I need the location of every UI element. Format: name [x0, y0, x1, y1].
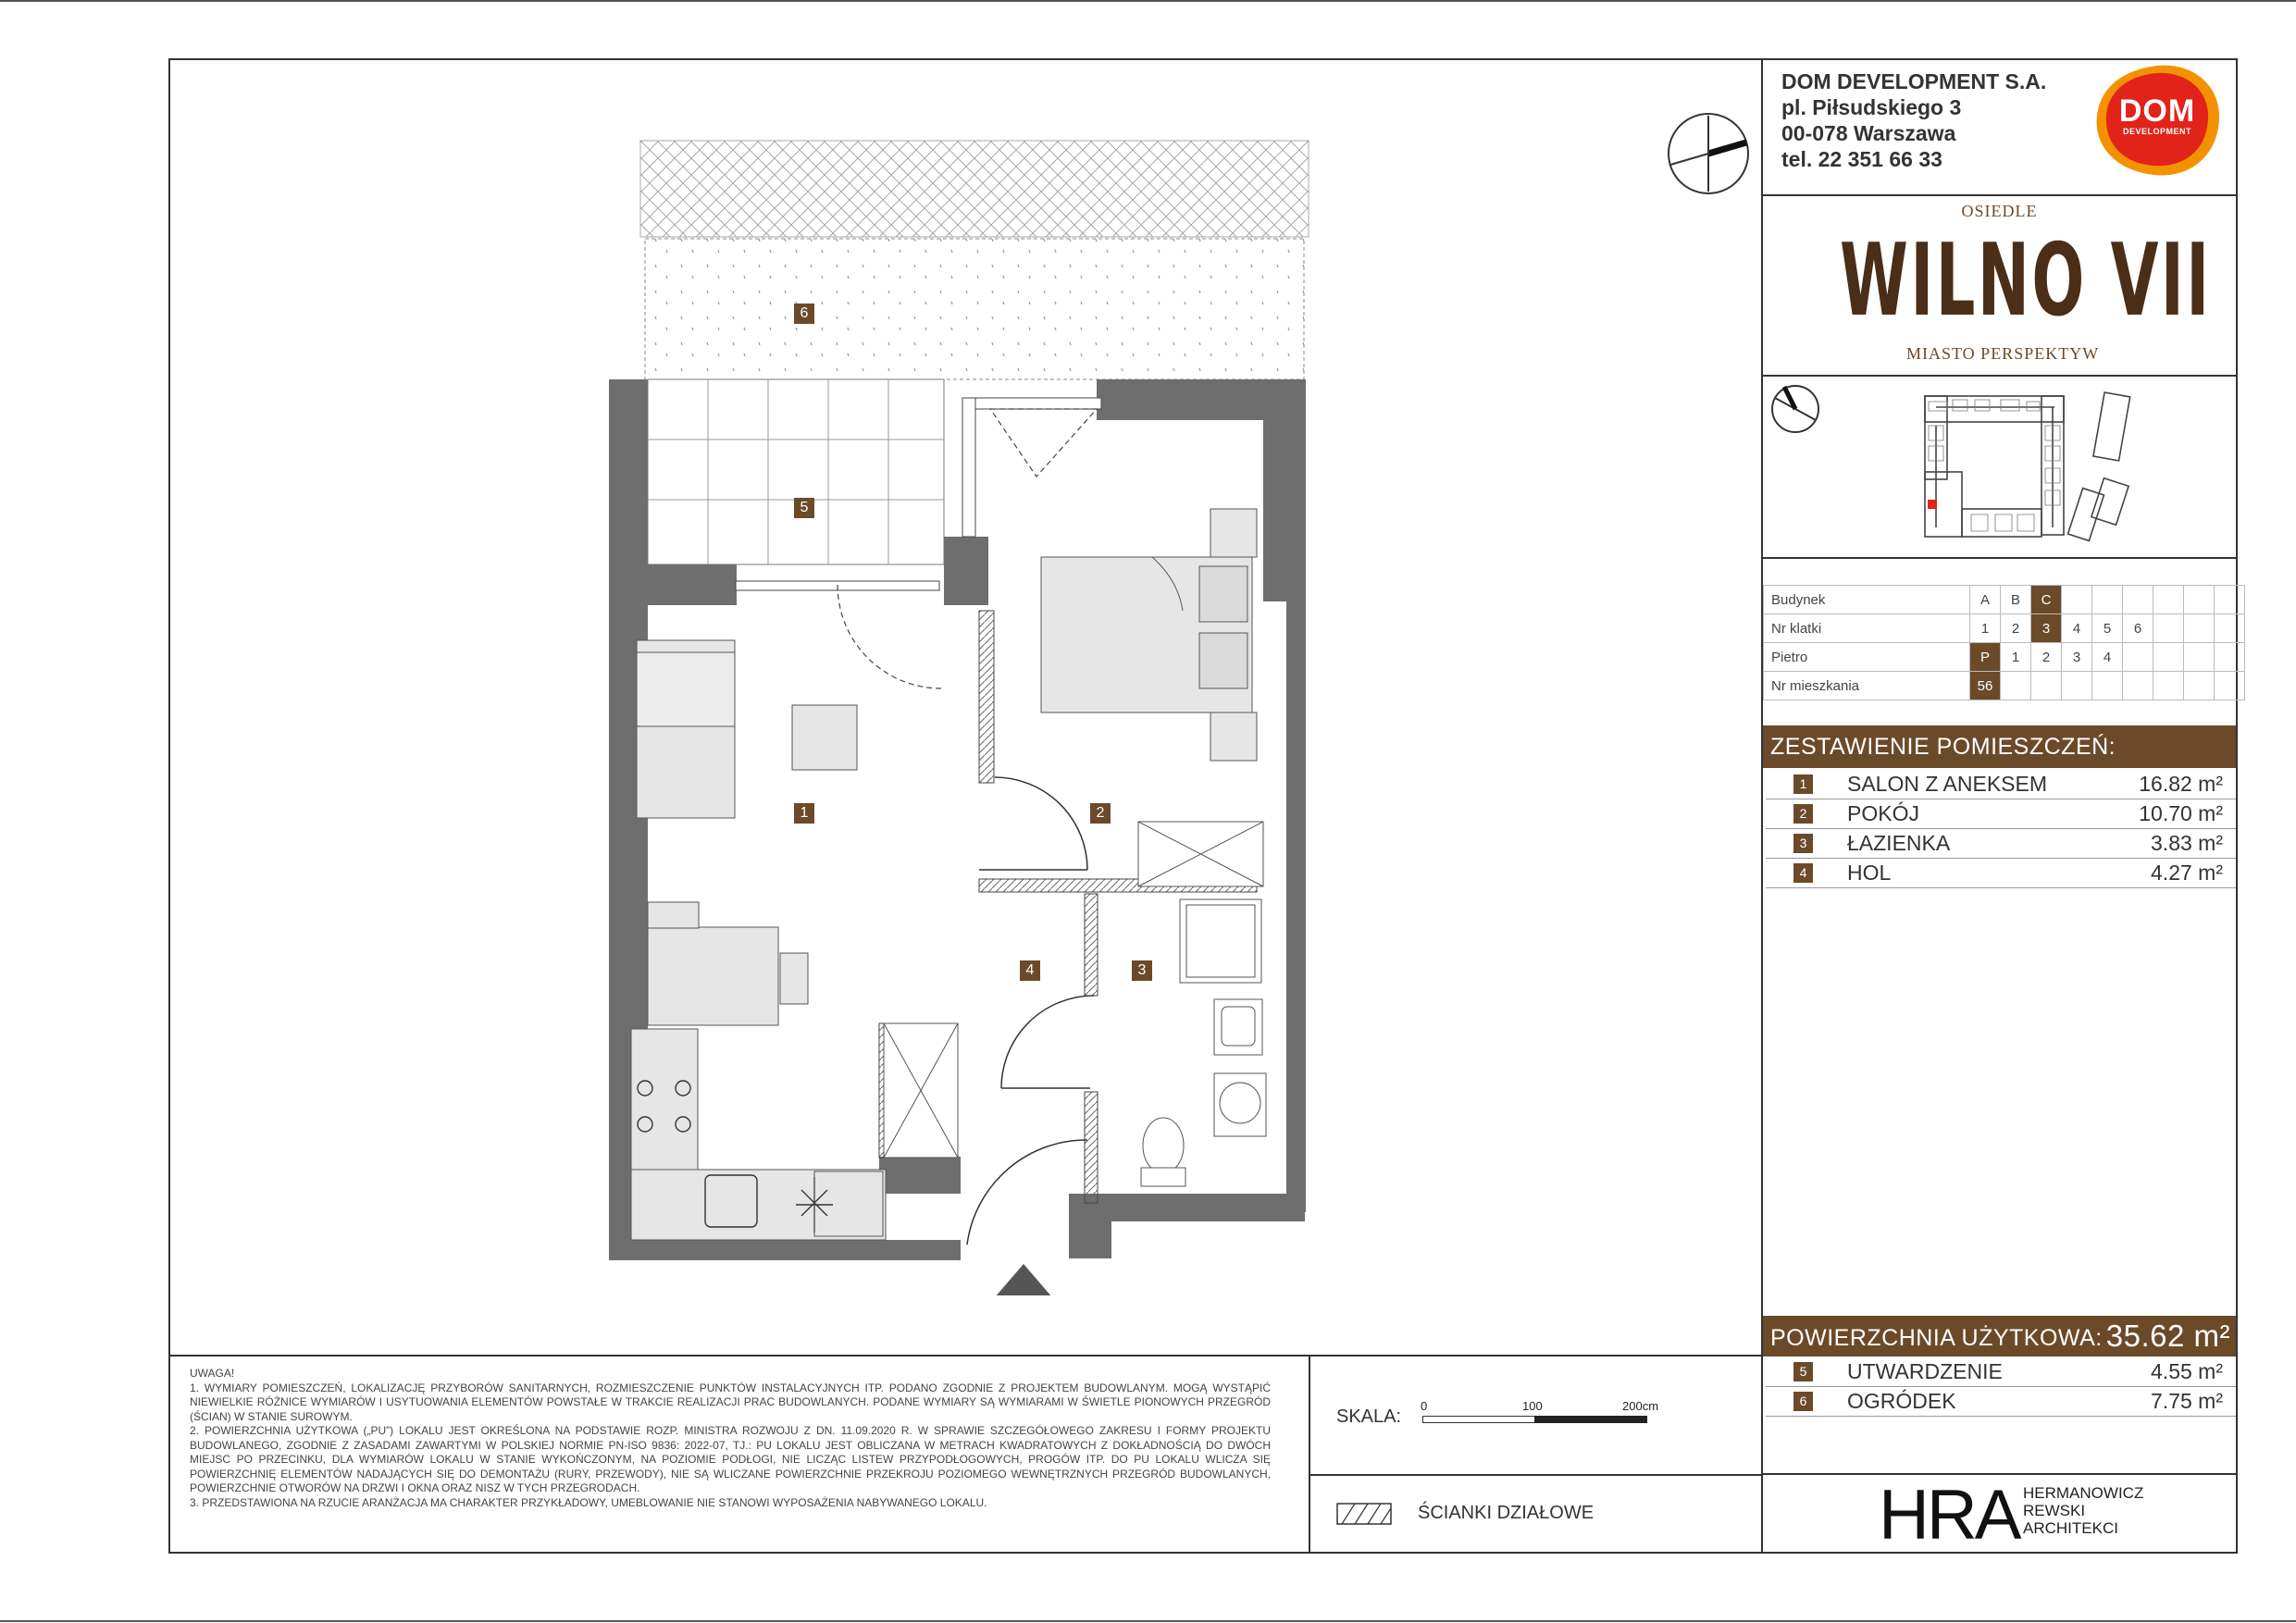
dom-development-logo: [2090, 62, 2225, 180]
scale-tick: 0: [1421, 1399, 1428, 1413]
scale-segment-light: [1422, 1416, 1535, 1423]
room-row: [1766, 829, 2236, 859]
selector-cell: [2031, 672, 2062, 700]
selector-cell: [2184, 643, 2215, 672]
selector-cell: [2184, 586, 2215, 614]
footer-divider: [168, 1355, 1762, 1357]
note-item: 1. WYMIARY POMIESZCZEŃ, LOKALIZACJĘ PRZYBORÓW SANITARNYCH, ROZMIESZCZENIE PUNKTÓW INSTALACYJNYCH ITP. PODANO ZGODNIE Z PROJEKTEM BUDOWLANYM. MOGĄ WYSTĄPIĆ NIEWIELKIE RÓŻNICE WYMIARÓW I USYTUOWANIA ELEMENTÓW POWSTAŁE W TRAKCIE REALIZACJI PRAC BUDOWLANYCH. PODANE WYMIARY SĄ WYMIARAMI W ŚWIETLE PIONOWYCH PRZEGRÓD (ŚCIAN) W STANIE SUROWYM.: [190, 1381, 1271, 1423]
room-name: HOL: [1847, 861, 1892, 885]
extra-name: OGRÓDEK: [1847, 1389, 1956, 1413]
sidebar-line-3: [1761, 557, 2238, 559]
selector-cell[interactable]: 1: [1970, 614, 2001, 643]
project-osiedle: OSIEDLE: [1961, 202, 2038, 220]
selector-cell-selected[interactable]: P: [1970, 643, 2001, 672]
legend-partition-label: ŚCIANKI DZIAŁOWE: [1418, 1503, 1595, 1523]
scale-tick: 200cm: [1622, 1399, 1659, 1413]
footer-legend-line: [1309, 1474, 1762, 1476]
room-number: 2: [1793, 804, 1813, 824]
selector-cell: [2123, 586, 2153, 614]
company-name: DOM DEVELOPMENT S.A.: [1781, 69, 2047, 93]
selector-row-stairwell: [1764, 614, 2245, 643]
room-row: [1766, 859, 2236, 888]
selector-cell[interactable]: 5: [2092, 614, 2123, 643]
room-name: ŁAZIENKA: [1847, 831, 1951, 855]
keyplan-compass-icon: [1769, 383, 1821, 435]
selector-cell: [2062, 672, 2092, 700]
notes-title: UWAGA!: [190, 1367, 235, 1380]
architect-line-3: ARCHITEKCI: [2023, 1519, 2118, 1537]
footer-split: [1309, 1355, 1310, 1554]
partition-hatch-icon: [1336, 1503, 1392, 1525]
apartment-selector-table: [1763, 585, 2245, 700]
note-item: 2. POWIERZCHNIA UŻYTKOWA („PU”) LOKALU JEST OKREŚLONA NA PODSTAWIE ROZP. MINISTRA ROZWOJU Z DN. 11.09.2020 R. W SPRAWIE SZCZEGÓŁOWEGO ZAKRESU I FORMY PROJEKTU BUDOWLANEGO, ZGODNIE Z ZASADAMI ZAWARTYMI W POLSKIEJ NORMIE PN-ISO 9836: 2022-07, TJ.: PU LOKALU JEST OBLICZANA W METRACH KWADRATOWYCH Z DOKŁADNOŚCIĄ DO DWÓCH MIEJSC PO PRZECINKU, DLA WYMIARÓW LOKALU W STANIE WYKOŃCZONYM, NA POZIOMIE PODŁOGI, NIE LICZĄC LISTEW PRZYPODŁOGOWYCH, PROGÓW ITP. DO PU LOKALU WLICZA SIĘ POWIERZCHNIĘ ELEMENTÓW NADAJĄCYCH SIĘ DO DEMONTAŻU (RURY, PRZEWODY), NIE SĄ WLICZANE POWIERZCHNIE PRZEKROJU POZIOMEGO WEWNĘTRZNYCH PRZEGRÓD BUDOWLANYCH, POWIERZCHNIE OTWORÓW NA DRZWI I OKNA ORAZ NISZ W TYCH PRZEGRODACH.: [190, 1424, 1271, 1494]
selector-cell: [2153, 586, 2184, 614]
selector-cell: [2184, 614, 2215, 643]
room-number: 1: [1793, 774, 1813, 794]
selector-cell[interactable]: A: [1970, 586, 2001, 614]
selector-cell: [2092, 672, 2123, 700]
selector-cell: [2092, 586, 2123, 614]
room-number: 4: [1793, 863, 1813, 883]
company-address-2: 00-078 Warszawa: [1781, 121, 1956, 145]
notes-block: [190, 1367, 1271, 1510]
room-name: POKÓJ: [1847, 801, 1919, 825]
architect-line-2: REWSKI: [2023, 1502, 2086, 1519]
room-area: 4.27 m²: [2151, 861, 2223, 885]
selector-cell: [2184, 672, 2215, 700]
architect-logo: HRA: [1879, 1476, 2019, 1555]
room-area: 3.83 m²: [2151, 831, 2223, 855]
extra-number: 5: [1793, 1362, 1813, 1381]
project-tagline: MIASTO PERSPEKTYW: [1906, 344, 2100, 363]
selector-cell: [2123, 672, 2153, 700]
page-top-line: [0, 0, 2296, 2]
scale-bar: [1421, 1399, 1680, 1427]
selector-cell[interactable]: 2: [2001, 614, 2031, 643]
selector-cell[interactable]: 1: [2001, 643, 2031, 672]
logo-text-top: DOM: [2118, 93, 2196, 129]
selector-row-building: [1764, 586, 2245, 614]
selector-cell: [2215, 672, 2245, 700]
extra-row: [1766, 1387, 2236, 1417]
selector-cell[interactable]: 6: [2123, 614, 2153, 643]
sidebar-line-1: [1761, 194, 2238, 196]
selector-row-apartment: [1764, 672, 2245, 700]
selector-cell[interactable]: 2: [2031, 643, 2062, 672]
plan-tag-hall: 4: [1020, 960, 1040, 981]
selector-cell[interactable]: 4: [2092, 643, 2123, 672]
selector-label: Budynek: [1764, 586, 1970, 614]
extra-area: 4.55 m²: [2151, 1359, 2223, 1383]
selector-cell[interactable]: B: [2001, 586, 2031, 614]
scale-tick: 100: [1522, 1399, 1543, 1413]
selector-cell-selected[interactable]: 3: [2031, 614, 2062, 643]
company-address-1: pl. Piłsudskiego 3: [1781, 95, 1962, 119]
selector-row-floor: [1764, 643, 2245, 672]
extra-row: [1766, 1357, 2236, 1387]
plan-tag-bedroom: 2: [1090, 803, 1111, 824]
sidebar-line-2: [1761, 375, 2238, 377]
selector-cell: [2001, 672, 2031, 700]
logo-text-bottom: DEVELOPMENT: [2122, 127, 2191, 136]
selector-label: Nr klatki: [1764, 614, 1970, 643]
room-area: 16.82 m²: [2139, 772, 2223, 796]
page-bottom-line: [0, 1620, 2296, 1622]
plan-tag-bathroom: 3: [1132, 960, 1152, 981]
selector-cell: [2215, 643, 2245, 672]
selector-cell: [2215, 586, 2245, 614]
rooms-header-text: ZESTAWIENIE POMIESZCZEŃ:: [1770, 734, 2116, 760]
selector-cell: [2153, 614, 2184, 643]
rooms-header: [1763, 725, 2236, 768]
plan-tag-living: 1: [794, 803, 814, 824]
selector-cell[interactable]: 4: [2062, 614, 2092, 643]
room-row: [1766, 770, 2236, 799]
room-row: [1766, 799, 2236, 829]
north-compass-icon: [1666, 111, 1751, 196]
selector-cell-selected[interactable]: 56: [1970, 672, 2001, 700]
selector-cell: [2123, 643, 2153, 672]
selector-label: Nr mieszkania: [1764, 672, 1970, 700]
note-item: 3. PRZEDSTAWIONA NA RZUCIE ARANŻACJA MA CHARAKTER PRZYKŁADOWY, UMEBLOWANIE NIE STANOWI WYPOSAŻENIA NABYWANEGO LOKALU.: [190, 1495, 987, 1509]
selector-cell: [2215, 614, 2245, 643]
selector-cell: [2153, 643, 2184, 672]
usable-area-label: POWIERZCHNIA UŻYTKOWA:: [1770, 1325, 2103, 1351]
selector-cell: [2153, 672, 2184, 700]
architect-name: [2023, 1484, 2143, 1537]
selector-label: Pietro: [1764, 643, 1970, 672]
scale-segment-dark: [1534, 1416, 1647, 1423]
usable-area-band: [1763, 1316, 2236, 1357]
architect-line-1: HERMANOWICZ: [2023, 1484, 2144, 1502]
plan-tag-terrace: 5: [794, 498, 814, 518]
selector-cell[interactable]: 3: [2062, 643, 2092, 672]
selector-cell: [2062, 586, 2092, 614]
room-area: 10.70 m²: [2139, 801, 2223, 825]
room-name: SALON Z ANEKSEM: [1847, 772, 2048, 796]
extra-number: 6: [1793, 1392, 1813, 1411]
usable-area-value: 35.62 m²: [2105, 1319, 2230, 1353]
plan-tag-garden: 6: [794, 304, 814, 324]
scale-label: SKALA:: [1336, 1406, 1402, 1427]
project-name: WILNO VII: [1840, 223, 2212, 339]
room-number: 3: [1793, 834, 1813, 853]
floor-plan: [592, 130, 1333, 1295]
extra-area: 7.75 m²: [2151, 1389, 2223, 1413]
site-keyplan: [1916, 389, 2138, 551]
extra-name: UTWARDZENIE: [1847, 1359, 2003, 1383]
company-block: [1781, 68, 2046, 172]
selector-cell-selected[interactable]: C: [2031, 586, 2062, 614]
company-phone: tel. 22 351 66 33: [1781, 147, 1942, 171]
